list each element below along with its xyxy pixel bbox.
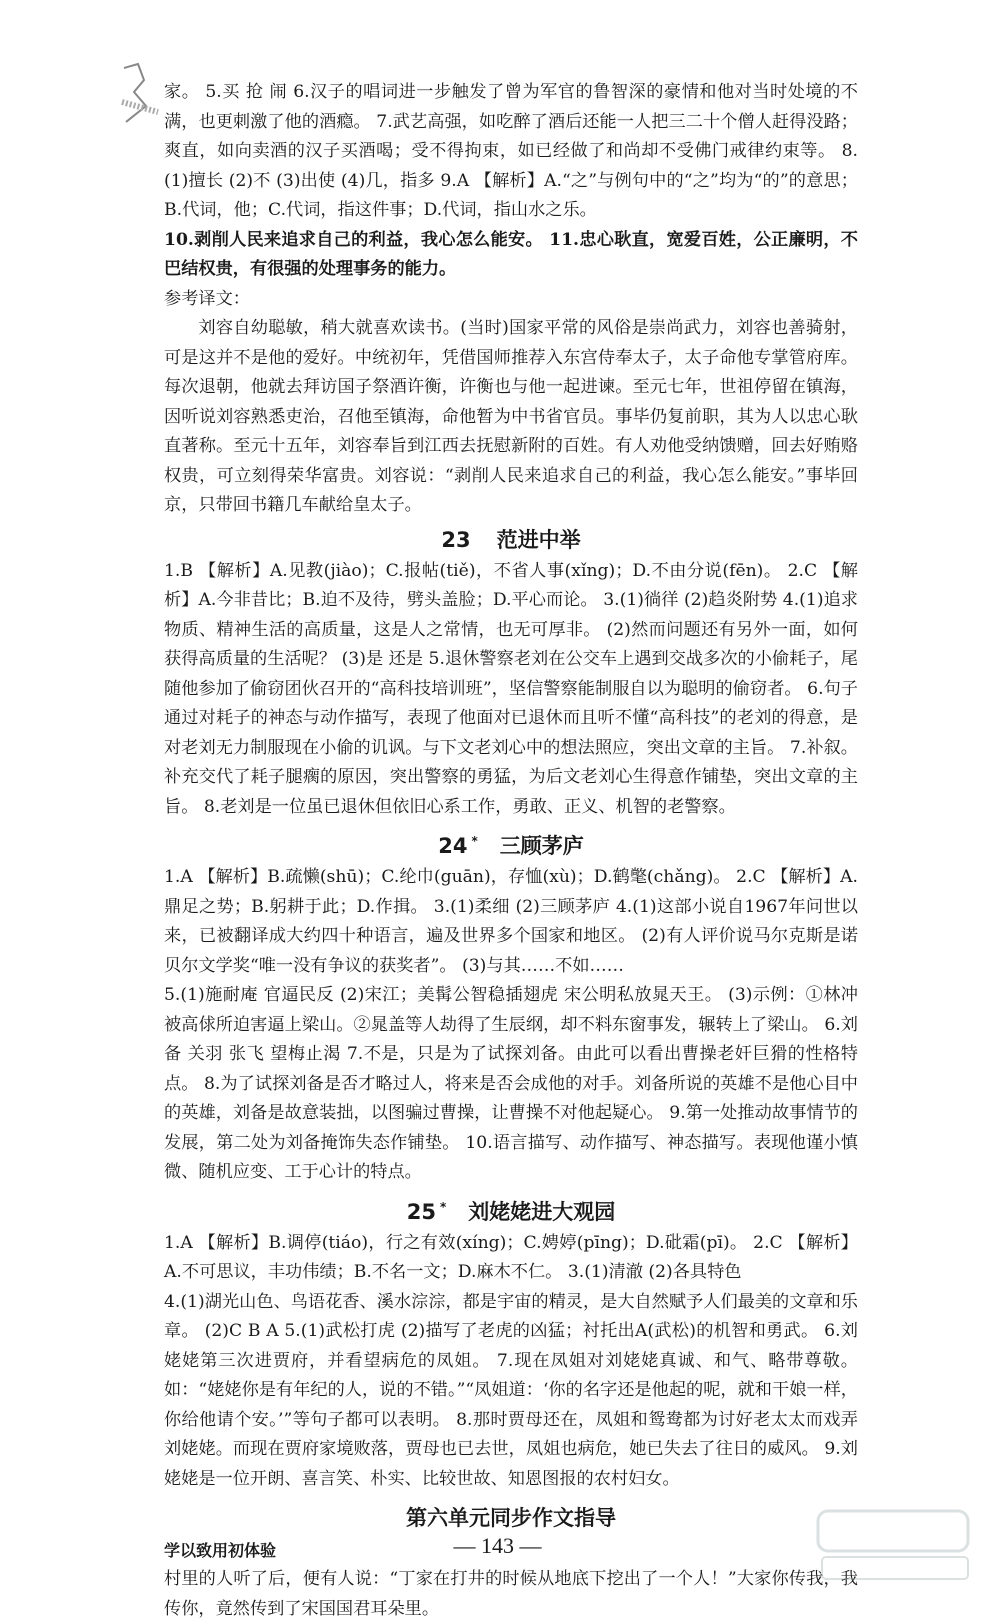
optional-star: * — [471, 834, 478, 848]
answer-page — [164, 78, 858, 1624]
section-25-answers: 1.A 【解析】B.调停(tiáo)，行之有效(xíng)；C.娉婷(pīng)；D.砒霜(pī)。 2.C 【解析】A.不可思议，丰功伟绩；B.不名一文；D.麻木不仁。 3.(1)清澈 (2)各具特色 — [164, 1232, 858, 1282]
watermark-logo-icon — [810, 1505, 980, 1585]
section-24-answers: 1.A 【解析】B.疏懒(shū)；C.纶巾(guān)，存恤(xù)；D.鹤氅(chǎng)。 2.C 【解析】A.鼎足之势；B.躬耕于此；D.作揖。 3.(1)柔细 (2)三顾茅庐 4.(1)这部小说自1967年问世以来，已被翻译成大约四十种语言，遍及世界多个国家和地区。 (2)有人评价说马尔克斯是诺贝尔文学奖“唯一没有争议的获奖者”。 (3)与其……不如…… — [164, 867, 858, 976]
reference-translation: 刘容自幼聪敏，稍大就喜欢读书。(当时)国家平常的风俗是崇尚武力，刘容也善骑射，可是这并不是他的爱好。中统初年，凭借国师推荐入东宫侍奉太子，太子命他专掌管府库。每次退朝，他就去拜访国子祭酒许衡，许衡也与他一起进谏。至元七年，世祖停留在镇海，因听说刘容熟悉吏治，召他至镇海，命他暂为中书省官员。事毕仍复前职，其为人以忠心耿直著称。至元十五年，刘容奉旨到江西去抚慰新附的百姓。有人劝他受纳馈赠，回去好贿赂权贵，可立刻得荣华富贵。刘容说：“剥削人民来追求自己的利益，我心怎么能安。”事毕回京，只带回书籍几车献给皇太子。 — [164, 318, 858, 515]
section-heading-24 — [164, 825, 858, 862]
section-heading-23 — [164, 524, 858, 556]
answer-paragraph-1: 家。 5.买 抢 闹 6.汉子的唱词进一步触发了曾为军官的鲁智深的豪情和他对当时处境的不满，也更刺激了他的酒瘾。 7.武艺高强，如吃醉了酒后还能一人把三二十个僧人赶得没路；爽直，如向卖酒的汉子买酒喝；受不得拘束，如已经做了和尚却不受佛门戒律约束等。 8.(1)擅长 (2)不 (3)出使 (4)几，指多 9.A 【解析】A.“之”与例句中的“之”均为“的”的意思；B.代词，他；C.代词，指这件事；D.代词，指山水之乐。 — [164, 82, 858, 220]
unit-writing-text: 村里的人听了后，便有人说：“丁家在打井的时候从地底下挖出了一个人！”大家你传我，我传你，竟然传到了宋国国君耳朵里。 — [164, 1569, 858, 1619]
section-number: 25 — [406, 1199, 436, 1224]
section-23-answers: 1.B 【解析】A.见教(jiào)；C.报帖(tiě)，不省人事(xǐng)；D.不由分说(fēn)。 2.C 【解析】A.今非昔比；B.迫不及待，劈头盖脸；D.平心而论。 3.(1)徜徉 (2)趋炎附势 4.(1)追求物质、精神生活的高质量，这是人之常情，也无可厚非。 (2)然而问题还有另外一面，如何获得高质量的生活呢？ (3)是 还是 5.退休警察老刘在公交车上遇到交战多次的小偷耗子，尾随他参加了偷窃团伙召开的“高科技培训班”，坚信警察能制服自以为聪明的偷窃者。 6.句子通过对耗子的神态与动作描写，表现了他面对已退休而且听不懂“高科技”的老刘的得意，是对老刘无力制服现在小偷的讥讽。与下文老刘心中的想法照应，突出文章的主旨。 7.补叙。补充交代了耗子腿瘸的原因，突出警察的勇猛，为后文老刘心生得意作铺垫，突出文章的主旨。 8.老刘是一位虽已退休但依旧心系工作，勇敢、正义、机智的老警察。 — [164, 560, 858, 817]
section-24-answers-cont: 5.(1)施耐庵 官逼民反 (2)宋江；美髯公智稳插翅虎 宋公明私放晁天王。 (3)示例：①林冲被高俅所迫害逼上梁山。②晁盖等人劫得了生辰纲，却不料东窗事发，辗转上了梁山。 6.刘备 关羽 张飞 望梅止渴 7.不是，只是为了试探刘备。由此可以看出曹操老奸巨猾的性格特点。 8.为了试探刘备是否才略过人，将来是否会成他的对手。刘备所说的英雄不是他心目中的英雄，刘备是故意装拙，以图骗过曹操，让曹操不对他起疑心。 9.第一处推动故事情节的发展，第二处为刘备掩饰失态作铺垫。 10.语言描写、动作描写、神态描写。表现他谨小慎微、随机应变、工于心计的特点。 — [164, 985, 858, 1182]
section-title: 范进中举 — [496, 527, 581, 552]
section-number: 24 — [438, 834, 468, 858]
section-title: 三顾茅庐 — [499, 834, 584, 858]
reference-translation-label: 参考译文： — [164, 288, 250, 309]
page-number: — 143 — — [453, 1533, 542, 1558]
section-number: 23 — [441, 527, 471, 552]
unit-writing-subhead: 学以致用初体验 — [164, 1540, 277, 1560]
page-corner-stamp — [118, 62, 166, 134]
section-title: 刘姥姥进大观园 — [468, 1199, 616, 1224]
section-heading-25 — [164, 1191, 858, 1228]
section-25-answers-cont: 4.(1)湖光山色、鸟语花香、溪水淙淙，都是宇宙的精灵，是大自然赋予人们最美的文章和乐章。 (2)C B A 5.(1)武松打虎 (2)描写了老虎的凶猛；衬托出A(武松)的机智和勇武。 6.刘姥姥第三次进贾府，并看望病危的凤姐。 7.现在凤姐对刘姥姥真诚、和气、略带尊敬。如：“姥姥你是有年纪的人，说的不错。”“凤姐道：‘你的名字还是他起的呢，就和干娘一样，你给他请个安。’”等句子都可以表明。 8.那时贾母还在，凤姐和鸳鸯都为讨好老太太而戏弄刘姥姥。而现在贾府家境败落，贾母也已去世，凤姐也病危，她已失去了往日的威风。 9.刘姥姥是一位开朗、喜言笑、朴实、比较世故、知恩图报的农村妇女。 — [164, 1291, 858, 1489]
optional-star: * — [439, 1199, 447, 1214]
answer-paragraph-2: 10.剥削人民来追求自己的利益，我心怎么能安。 11.忠心耿直，宽爱百姓，公正廉明，不巴结权贵，有很强的处理事务的能力。 — [164, 229, 858, 279]
unit-writing-guide-title: 第六单元同步作文指导 — [406, 1506, 616, 1530]
